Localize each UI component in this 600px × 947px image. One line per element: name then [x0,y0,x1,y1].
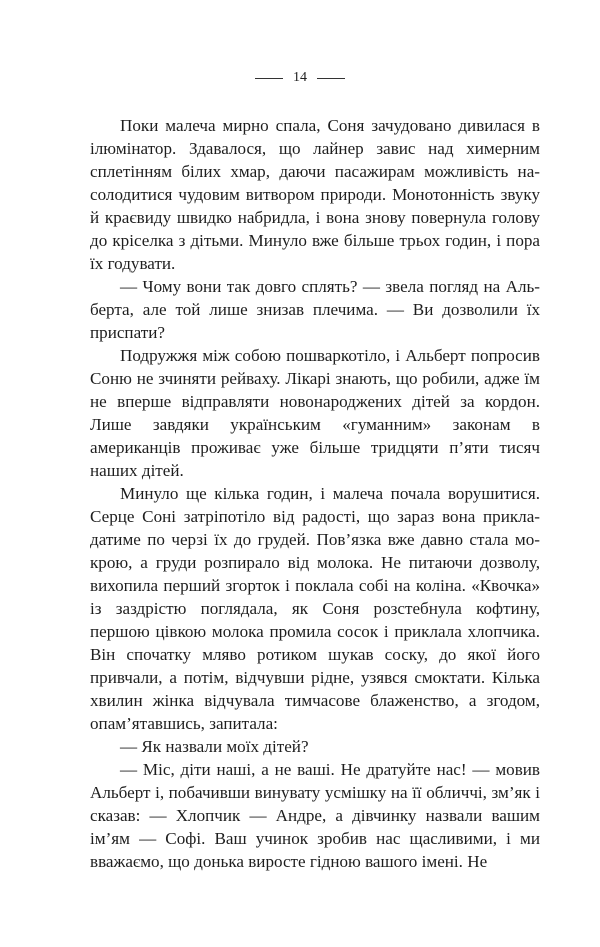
header-rule-left [255,78,283,79]
paragraph: Подружжя між собою пошваркотіло, і Альберт попросив Соню не зчиняти рейваху. Лікарі знають, що робили, адже їм не вперше відправляти новонароджених дітей за кордон. Лише завдяки українським «гуманним» законам в американців проживає уже більше тридцяти п’яти тисяч наших дітей. [90,346,540,480]
header-rule-right [317,78,345,79]
paragraph: — Чому вони так довго сплять? — звела погляд на Альберта, але той лише знизав плечима. — Ви дозволили їх приспати? [90,277,540,342]
paragraph: — Міс, діти наші, а не ваші. Не дратуйте нас! — мовив Альберт і, побачивши винувату усмішку на її обличчі, зм’як і сказав: — Хлопчик — Андре, а дівчинку назвали вашим ім’ям — Софі. Ваш учинок зробив нас щасливими, і ми вважаємо, що донька виросте гідною вашого імені. Не [90,760,540,871]
page-number: 14 [293,70,307,85]
page-header [0,70,600,86]
paragraph: Минуло ще кілька годин, і малеча почала ворушитися. Серце Соні затріпотіло від радості, що зараз вона прикладатиме по черзі їх до грудей. Пов’язка вже давно стала мокрою, а груди розпирало від молока. Не питаючи дозволу, вихопила перший згорток і поклала собі на коліна. «Квочка» із заздрістю поглядала, як Соня розстебнула кофтину, першою цівкою молока промила сосок і приклала хлопчика. Він спочатку мляво ротиком шукав соску, до якої його привчали, а потім, відчувши рідне, узявся смоктати. Кілька хвилин жінка відчувала тимчасове блаженство, а згодом, опам’ятавшись, запитала: [90,484,540,733]
page-text [90,114,540,873]
paragraph: Поки малеча мирно спала, Соня зачудовано дивилася в ілюмінатор. Здавалося, що лайнер завис над химерним сплетінням білих хмар, даючи пасажирам можливість насолодитися чудовим витвором природи. Монотонність звуку й краєвиду швидко набридла, і вона знову повернула голову до кріселка з дітьми. Минуло вже більше трьох годин, і пора їх годувати. [90,116,540,273]
paragraph: — Як назвали моїх дітей? [120,737,309,756]
